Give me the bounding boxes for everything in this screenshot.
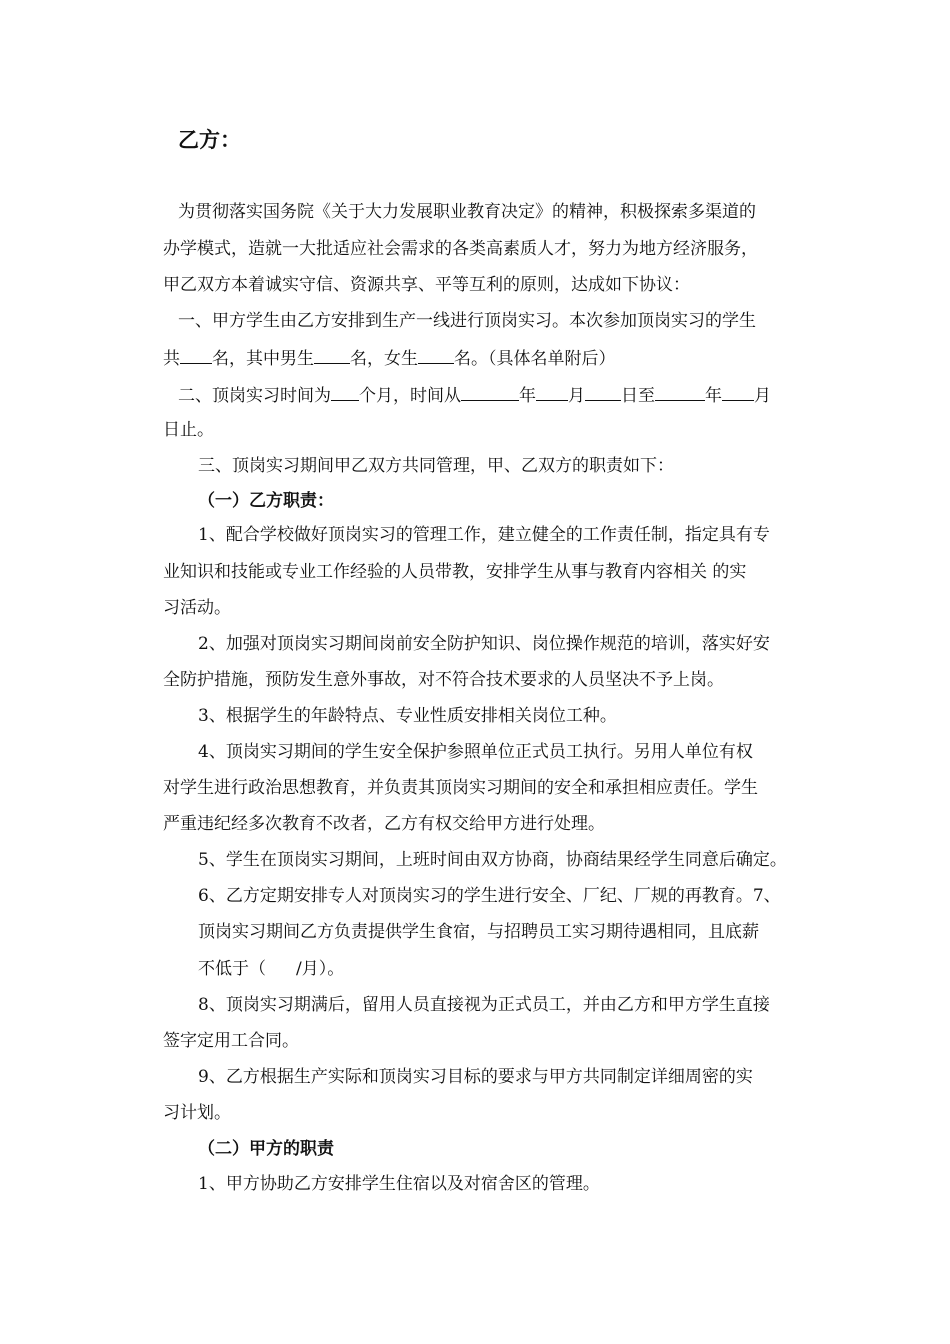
- yi-item-2: 全防护措施，预防发生意外事故，对不符合技术要求的人员坚决不予上岗。: [163, 670, 724, 690]
- clause-1-text: 名。（具体名单附后）: [454, 349, 616, 369]
- salary-text: 不低于（: [198, 959, 266, 979]
- preamble-line: 甲乙双方本着诚实守信、资源共享、平等互利的原则，达成如下协议：: [163, 275, 690, 295]
- clause-2-line: [178, 382, 771, 408]
- yi-item-2: 2、加强对顶岗实习期间岗前安全防护知识、岗位操作规范的培训，落实好安: [198, 634, 770, 654]
- salary-text: /月）。: [296, 959, 345, 979]
- clause-2-text: 二、顶岗实习时间为: [178, 386, 331, 406]
- months-blank: [331, 382, 359, 401]
- clause-1-text: 共: [163, 349, 180, 369]
- total-students-blank: [180, 345, 212, 364]
- clause-2-text: 日至: [621, 386, 655, 406]
- end-year-blank: [655, 382, 705, 401]
- clause-1-line: 一、甲方学生由乙方安排到生产一线进行顶岗实习。本次参加顶岗实习的学生: [178, 311, 756, 331]
- clause-2-line: 日止。: [163, 420, 214, 440]
- start-month-blank: [536, 382, 568, 401]
- yi-item-9: 习计划。: [163, 1103, 231, 1123]
- clause-2-text: 月: [754, 386, 771, 406]
- clause-3-line: 三、顶岗实习期间甲乙双方共同管理，甲、乙双方的职责如下：: [198, 456, 674, 476]
- preamble-line: 为贯彻落实国务院《关于大力发展职业教育决定》的精神，积极探索多渠道的: [178, 202, 756, 222]
- yi-item-1: 习活动。: [163, 598, 231, 618]
- clause-2-text: 月: [568, 386, 585, 406]
- yi-item-1: 业知识和技能或专业工作经验的人员带教，安排学生从事与教育内容相关 的实: [163, 562, 747, 582]
- yi-item-4: 严重违纪经多次教育不改者，乙方有权交给甲方进行处理。: [163, 814, 605, 834]
- yi-item-6: 6、乙方定期安排专人对顶岗实习的学生进行安全、厂纪、厂规的再教育。7、: [198, 886, 781, 906]
- clause-2-text: 年: [705, 386, 722, 406]
- yi-item-4: 4、顶岗实习期间的学生安全保护参照单位正式员工执行。另用人单位有权: [198, 742, 753, 762]
- yi-item-1: 1、配合学校做好顶岗实习的管理工作，建立健全的工作责任制，指定具有专: [198, 525, 770, 545]
- female-students-blank: [418, 345, 454, 364]
- clause-1-text: 名，女生: [350, 349, 418, 369]
- start-day-blank: [585, 382, 621, 401]
- yi-item-7: 顶岗实习期间乙方负责提供学生食宿，与招聘员工实习期待遇相同，且底薪: [198, 922, 759, 942]
- clause-2-text: 个月，时间从: [359, 386, 461, 406]
- end-month-blank: [722, 382, 754, 401]
- yi-item-3: 3、根据学生的年龄特点、专业性质安排相关岗位工种。: [198, 706, 617, 726]
- yi-item-8: 签字定用工合同。: [163, 1031, 299, 1051]
- yi-item-8: 8、顶岗实习期满后，留用人员直接视为正式员工，并由乙方和甲方学生直接: [198, 995, 770, 1015]
- yi-item-7-salary: [198, 957, 344, 981]
- yi-item-4: 对学生进行政治思想教育，并负责其顶岗实习期间的安全和承担相应责任。学生: [163, 778, 758, 798]
- start-year-blank: [461, 382, 519, 401]
- male-students-blank: [314, 345, 350, 364]
- clause-1-count-line: [163, 345, 616, 371]
- clause-1-text: 名，其中男生: [212, 349, 314, 369]
- clause-2-text: 年: [519, 386, 536, 406]
- yi-item-9: 9、乙方根据生产实际和顶岗实习目标的要求与甲方共同制定详细周密的实: [198, 1067, 753, 1087]
- section-jia-title: （二）甲方的职责: [198, 1139, 334, 1159]
- yi-item-5: 5、学生在顶岗实习期间，上班时间由双方协商，协商结果经学生同意后确定。: [198, 850, 787, 870]
- section-yi-title: （一）乙方职责：: [198, 491, 334, 511]
- party-b-heading: 乙方：: [178, 128, 241, 152]
- jia-item-1: 1、甲方协助乙方安排学生住宿以及对宿舍区的管理。: [198, 1174, 600, 1194]
- preamble-line: 办学模式，造就一大批适应社会需求的各类高素质人才，努力为地方经济服务，: [163, 239, 758, 259]
